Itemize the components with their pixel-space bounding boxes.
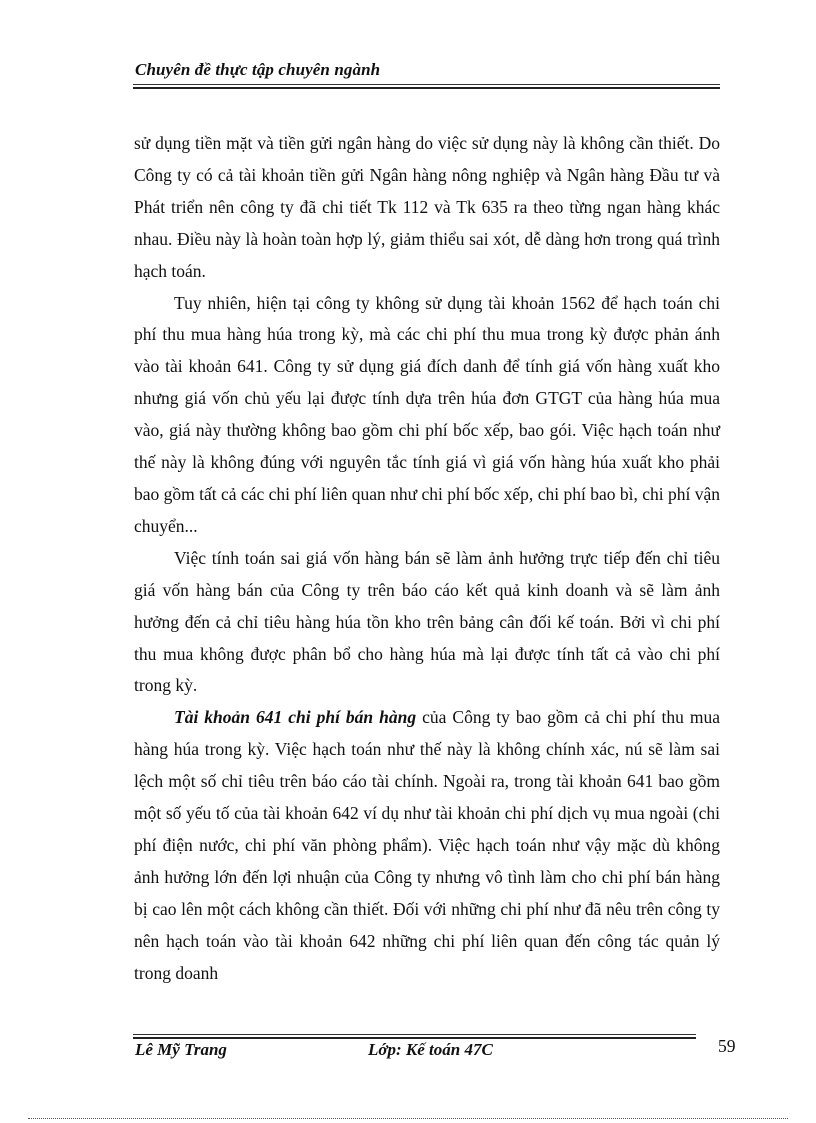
footer-author: Lê Mỹ Trang [135, 1040, 227, 1059]
header-rule-bottom [133, 87, 720, 89]
footer-rule-bottom [133, 1037, 696, 1039]
paragraph-4 [134, 702, 720, 989]
footer-class-label: Lớp: Kế toán 47C [368, 1040, 493, 1059]
paragraph-1: sử dụng tiền mặt và tiền gửi ngân hàng do việc sử dụng này là không cần thiết. Do Công ty có cả tài khoản tiền gửi Ngân hàng nông nghiệp và Ngân hàng Đầu tư và Phát triển nên công ty đã chi tiết Tk 112 và Tk 635 ra theo từng ngan hàng khác nhau. Điều này là hoàn toàn hợp lý, giảm thiểu sai xót, dễ dàng hơn trong quá trình hạch toán. [134, 133, 720, 281]
paragraph-2: Tuy nhiên, hiện tại công ty không sử dụng tài khoản 1562 để hạch toán chi phí thu mua hàng húa trong kỳ, mà các chi phí thu mua trong kỳ được phản ánh vào tài khoản 641. Công ty sử dụng giá đích danh để tính giá vốn hàng xuất kho nhưng giá vốn chủ yếu lại được tính dựa trên húa đơn GTGT của hàng húa mua vào, giá này thường không bao gồm chi phí bốc xếp, bao gói. Việc hạch toán như thế này là không đúng với nguyên tắc tính giá vì giá vốn hàng húa xuất kho phải bao gồm tất cả các chi phí liên quan như chi phí bốc xếp, chi phí bao bì, chi phí vận chuyển... [134, 292, 720, 536]
page-number: 59 [718, 1036, 736, 1056]
body-text [134, 128, 720, 989]
paragraph-4-emphasis: Tài khoản 641 chi phí bán hàng [174, 707, 417, 728]
header-title: Chuyên đề thực tập chuyên ngành [135, 60, 381, 79]
footer-rule-top [133, 1034, 696, 1035]
paragraph-4-text: của Công ty bao gồm cả chi phí thu mua hàng húa trong kỳ. Việc hạch toán như thế này là không chính xác, nú sẽ làm sai lệch một số chỉ tiêu trên báo cáo tài chính. Ngoài ra, trong tài khoản 641 bao gồm một số yếu tố của tài khoản 642 ví dụ như tài khoản chi phí dịch vụ mua ngoài (chi phí điện nước, chi phí văn phòng phẩm). Việc hạch toán như vậy mặc dù không ảnh hưởng lớn đến lợi nhuận của Công ty nhưng vô tình làm cho chi phí bán hàng bị cao lên một cách không cần thiết. Đối với những chi phí như đã nêu trên công ty nên hạch toán vào tài khoản 642 những chi phí liên quan đến công tác quản lý trong doanh [134, 707, 721, 983]
paragraph-3: Việc tính toán sai giá vốn hàng bán sẽ làm ảnh hưởng trực tiếp đến chỉ tiêu giá vốn hàng bán của Công ty trên báo cáo kết quả kinh doanh và sẽ làm ảnh hưởng đến cả chỉ tiêu hàng húa tồn kho trên bảng cân đối kế toán. Bởi vì chi phí thu mua không được phân bổ cho hàng húa mà lại được tính tất cả vào chi phí trong kỳ. [134, 547, 720, 696]
header-rule-top [133, 84, 720, 85]
page-bottom-dotted-rule [28, 1118, 788, 1119]
